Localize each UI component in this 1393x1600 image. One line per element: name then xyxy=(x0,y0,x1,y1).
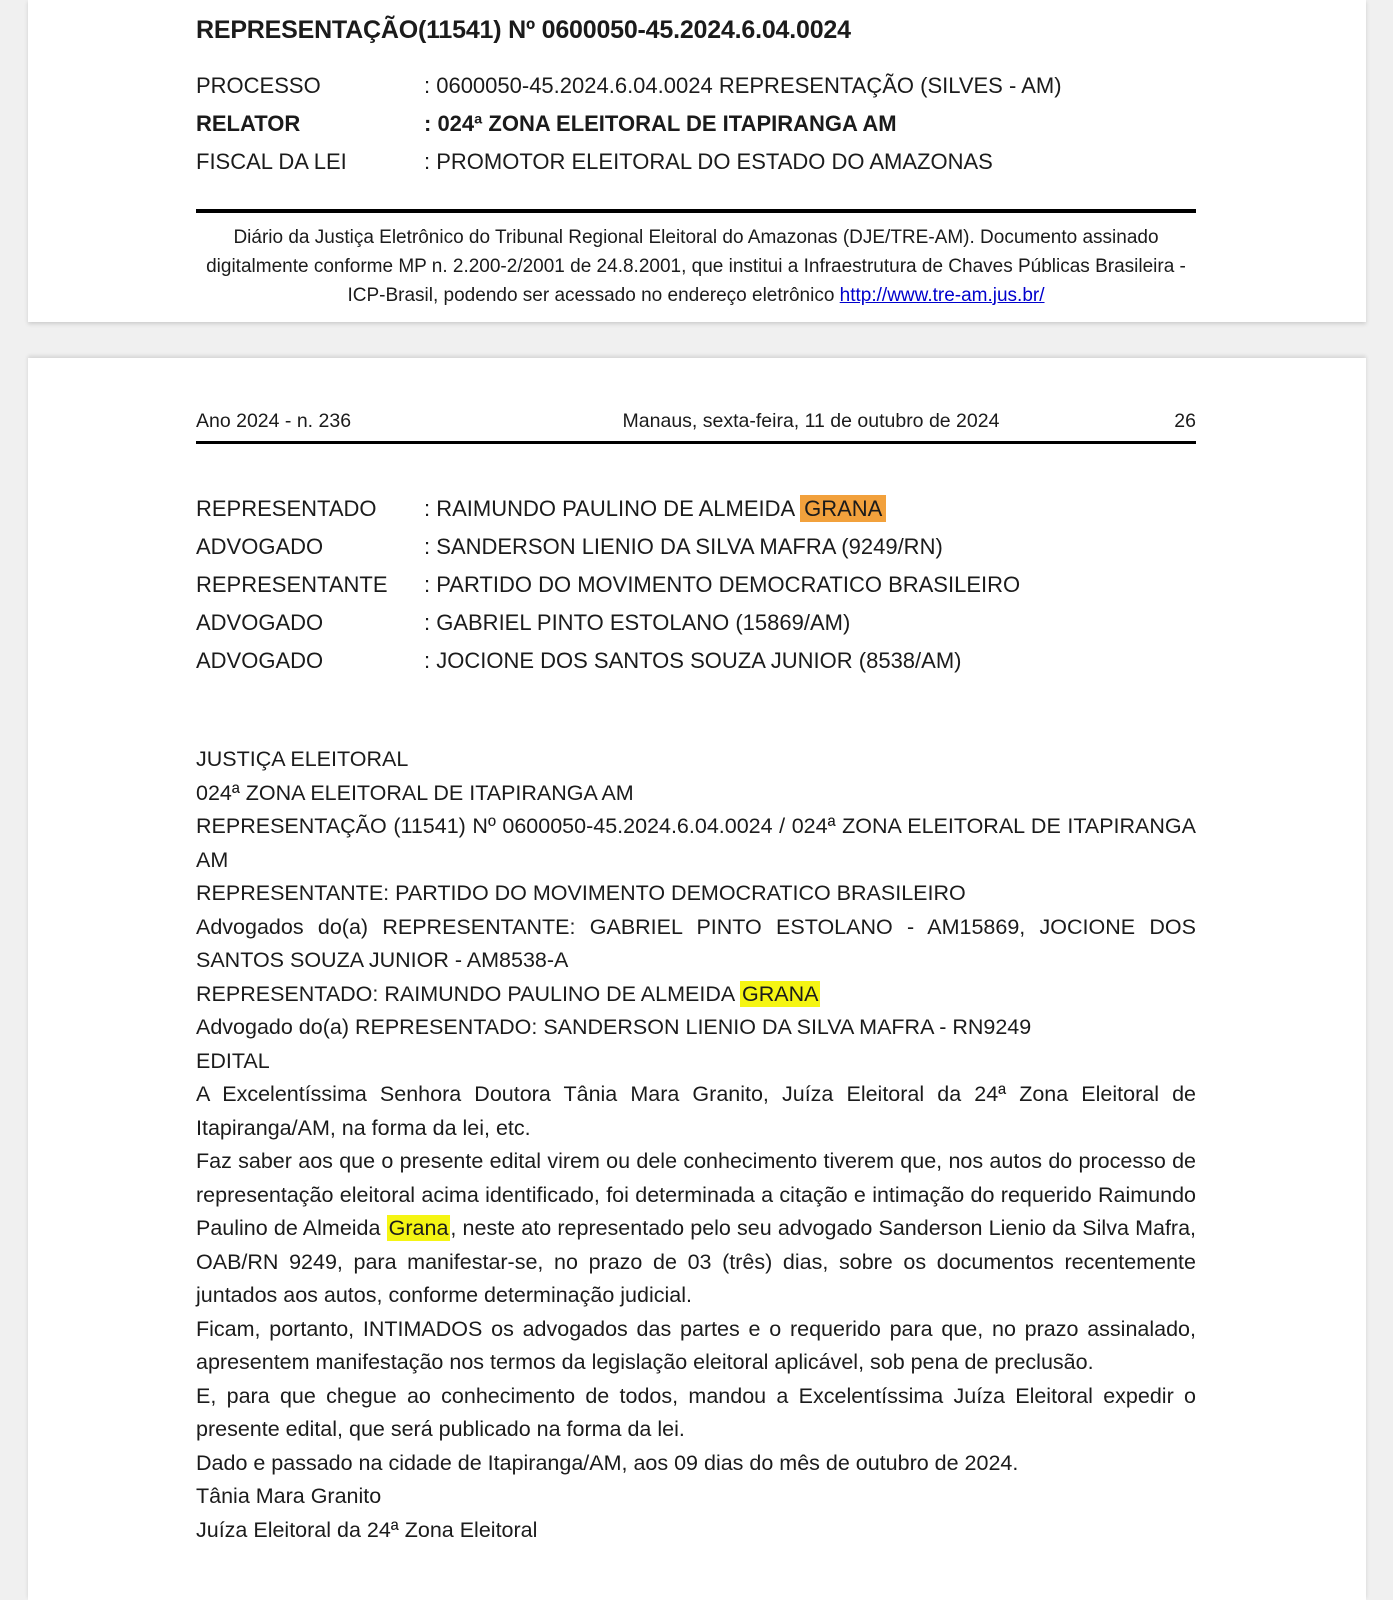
party-label-advogado-1: ADVOGADO xyxy=(196,534,324,559)
party-row-advogado-3 xyxy=(196,642,1196,680)
party-row-advogado-1 xyxy=(196,528,1196,566)
disclaimer-text: Diário da Justiça Eletrônico do Tribunal Regional Eleitoral do Amazonas (DJE/TRE-AM). Documento assinado digitalmente conforme MP n. 2.200-2/2001 de 24.8.2001, que institui a Infraestrutura de Chaves Públicas Brasileira - ICP-Brasil, podendo ser acessado no endereço eletrônico xyxy=(206,227,1186,306)
party-value-advogado-3: : JOCIONE DOS SANTOS SOUZA JUNIOR (8538/AM) xyxy=(424,648,962,673)
field-value-fiscal-da-lei: : PROMOTOR ELEITORAL DO ESTADO DO AMAZONAS xyxy=(424,149,993,174)
field-row-processo xyxy=(196,67,1196,105)
line-zona-eleitoral: 024ª ZONA ELEITORAL DE ITAPIRANGA AM xyxy=(196,780,634,805)
gazette-page-1 xyxy=(28,0,1366,322)
field-value-relator: : 024ª ZONA ELEITORAL DE ITAPIRANGA AM xyxy=(424,111,897,136)
footer-divider-rule xyxy=(196,209,1196,213)
field-row-relator xyxy=(196,105,1196,143)
parties-table xyxy=(196,490,1196,680)
search-hit-highlight-orange: GRANA xyxy=(800,495,886,522)
field-label-relator: RELATOR xyxy=(196,111,301,136)
header-date-place: Manaus, sexta-feira, 11 de outubro de 2024 xyxy=(622,410,1000,432)
party-row-representado xyxy=(196,490,1196,528)
edital-body xyxy=(196,743,1196,1547)
search-hit-highlight-yellow-2: Grana xyxy=(388,1216,449,1240)
faz-saber-before: Faz saber aos que o presente edital virem ou dele conhecimento tiverem que, nos autos do processo de representação eleitoral acima identificado, foi determinada a citação e intimação do requerido Raimundo Paulino de Almeida xyxy=(196,1149,1196,1240)
paragraph-conhecimento: E, para que chegue ao conhecimento de todos, mandou a Excelentíssima Juíza Eleitoral expedir o presente edital, que será publicado na forma da lei. xyxy=(196,1383,1196,1441)
party-row-representante xyxy=(196,566,1196,604)
paragraph-juiza: A Excelentíssima Senhora Doutora Tânia Mara Granito, Juíza Eleitoral da 24ª Zona Eleitoral de Itapiranga/AM, na forma da lei, etc. xyxy=(196,1082,1196,1140)
header-divider-rule xyxy=(196,441,1196,444)
party-value-advogado-1: : SANDERSON LIENIO DA SILVA MAFRA (9249/RN) xyxy=(424,534,943,559)
gazette-disclaimer xyxy=(196,223,1196,310)
line-representado xyxy=(196,978,1196,1012)
party-label-representado: REPRESENTADO xyxy=(196,496,377,521)
process-fields xyxy=(196,67,1196,181)
representado-name: : RAIMUNDO PAULINO DE ALMEIDA xyxy=(424,496,801,521)
representado-line-text: REPRESENTADO: RAIMUNDO PAULINO DE ALMEIDA xyxy=(196,981,740,1006)
party-label-representante: REPRESENTANTE xyxy=(196,572,388,597)
field-value-processo: : 0600050-45.2024.6.04.0024 REPRESENTAÇÃO (SILVES - AM) xyxy=(424,73,1062,98)
party-label-advogado-3: ADVOGADO xyxy=(196,648,324,673)
party-value-representante: : PARTIDO DO MOVIMENTO DEMOCRATICO BRASILEIRO xyxy=(424,572,1021,597)
party-row-advogado-2 xyxy=(196,604,1196,642)
line-advogado-representado: Advogado do(a) REPRESENTADO: SANDERSON LIENIO DA SILVA MAFRA - RN9249 xyxy=(196,1015,1032,1039)
document-title: REPRESENTAÇÃO(11541) Nº 0600050-45.2024.6.04.0024 xyxy=(196,16,851,44)
line-edital-heading: EDITAL xyxy=(196,1048,270,1073)
gazette-header xyxy=(196,358,1196,433)
edition-number: Ano 2024 - n. 236 xyxy=(196,410,352,432)
paragraph-ficam-intimados: Ficam, portanto, INTIMADOS os advogados das partes e o requerido para que, no prazo assinalado, apresentem manifestação nos termos da legislação eleitoral aplicável, sob pena de preclusão. xyxy=(196,1316,1196,1374)
line-advogados-representante: Advogados do(a) REPRESENTANTE: GABRIEL PINTO ESTOLANO - AM15869, JOCIONE DOS SANTOS SOUZA JUNIOR - AM8538-A xyxy=(196,914,1196,972)
line-representante: REPRESENTANTE: PARTIDO DO MOVIMENTO DEMOCRATICO BRASILEIRO xyxy=(196,881,966,905)
field-label-fiscal-da-lei: FISCAL DA LEI xyxy=(196,149,347,174)
signature-name: Tânia Mara Granito xyxy=(196,1484,382,1508)
line-representacao: REPRESENTAÇÃO (11541) Nº 0600050-45.2024.6.04.0024 / 024ª ZONA ELEITORAL DE ITAPIRANGA AM xyxy=(196,814,1196,872)
page-break-gap xyxy=(0,322,1393,358)
party-value-representado xyxy=(424,496,1196,522)
paragraph-faz-saber xyxy=(196,1145,1196,1313)
faz-saber-after: , neste ato representado pelo seu advogado Sanderson Lienio da Silva Mafra, OAB/RN 9249, para manifestar-se, no prazo de 03 (três) dias, sobre os documentos recentemente juntados aos autos, conforme determinação judicial. xyxy=(196,1216,1197,1307)
field-label-processo: PROCESSO xyxy=(196,73,321,98)
tre-am-link[interactable]: http://www.tre-am.jus.br/ xyxy=(839,285,1045,306)
search-hit-highlight-yellow-1: GRANA xyxy=(741,981,819,1006)
signature-role: Juíza Eleitoral da 24ª Zona Eleitoral xyxy=(196,1517,538,1542)
page-number: 26 xyxy=(1174,410,1196,432)
party-label-advogado-2: ADVOGADO xyxy=(196,610,324,635)
paragraph-dado-passado: Dado e passado na cidade de Itapiranga/AM, aos 09 dias do mês de outubro de 2024. xyxy=(196,1450,1019,1475)
gazette-page-2 xyxy=(28,358,1366,1600)
line-justica-eleitoral: JUSTIÇA ELEITORAL xyxy=(196,747,409,771)
field-row-fiscal-da-lei xyxy=(196,143,1196,181)
party-value-advogado-2: : GABRIEL PINTO ESTOLANO (15869/AM) xyxy=(424,610,851,635)
